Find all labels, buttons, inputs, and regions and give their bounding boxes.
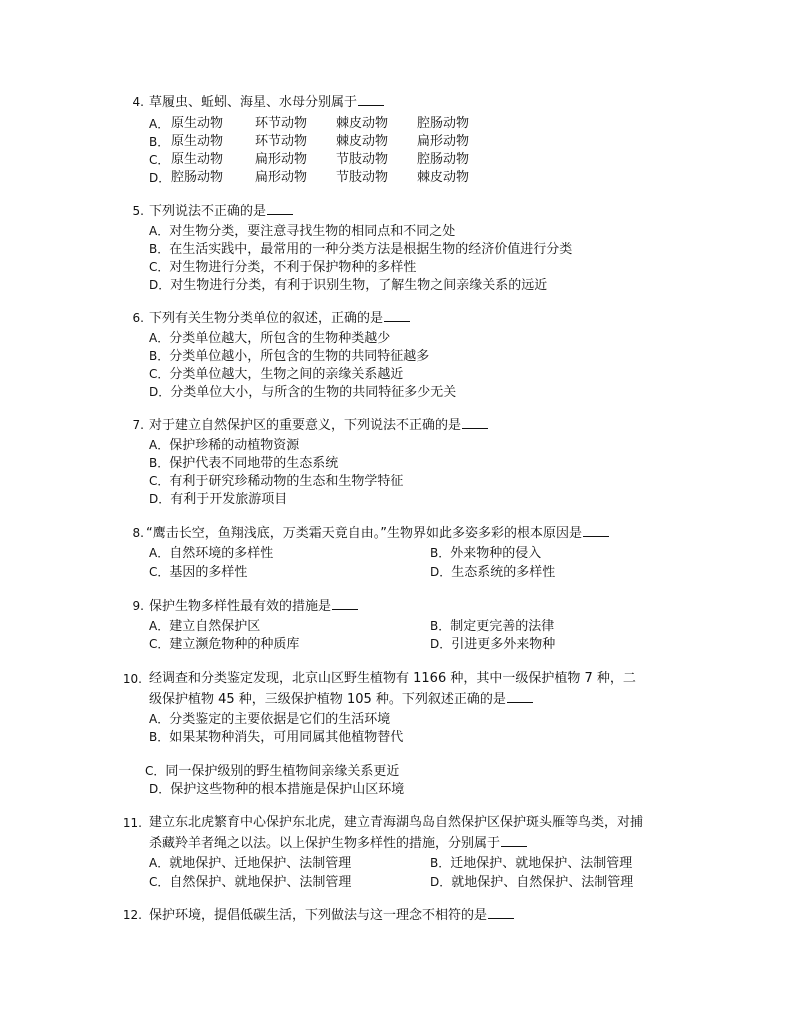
option-label: D． bbox=[149, 171, 171, 185]
answer-blank bbox=[267, 202, 293, 215]
option-label: A． bbox=[149, 117, 170, 131]
option-a: A．建立自然保护区 bbox=[149, 619, 261, 634]
option-c: C．分类单位越大，生物之间的亲缘关系越近 bbox=[149, 367, 404, 382]
answer-blank bbox=[583, 524, 609, 537]
question-number: 9. bbox=[132, 599, 144, 613]
option-a: A．对生物分类，要注意寻找生物的相同点和不同之处 bbox=[149, 224, 456, 239]
question-number: 8. bbox=[132, 526, 144, 540]
option-cell: 扁形动物 bbox=[255, 170, 308, 185]
question-number: 4. bbox=[132, 95, 144, 109]
option-b: B．保护代表不同地带的生态系统 bbox=[149, 456, 339, 471]
option-cell: 棘皮动物 bbox=[336, 134, 389, 149]
answer-blank bbox=[462, 416, 488, 429]
option-b: B．外来物种的侵入 bbox=[430, 546, 542, 561]
option-d: D．对生物进行分类，有利于识别生物，了解生物之间亲缘关系的远近 bbox=[149, 278, 548, 293]
question-stem: 保护环境，提倡低碳生活，下列做法与这一理念不相符的是 bbox=[149, 906, 514, 925]
option-d: D．有利于开发旅游项目 bbox=[149, 492, 288, 507]
option-cell: 环节动物 bbox=[255, 134, 308, 149]
question-number: 6. bbox=[132, 311, 144, 325]
question-stem-line-1: 建立东北虎繁育中心保护东北虎，建立青海湖鸟岛自然保护区保护斑头雁等鸟类，对捕 bbox=[149, 815, 644, 830]
option-cell: 原生动物 bbox=[171, 152, 224, 167]
question-stem-line-2: 杀藏羚羊者绳之以法。以上保护生物多样性的措施，分别属于 bbox=[149, 834, 527, 853]
question-stem-line-2: 级保护植物 45 种，三级保护植物 105 种。下列叙述正确的是 bbox=[149, 690, 533, 709]
option-c: C．建立濒危物种的种质库 bbox=[149, 637, 300, 652]
question-stem: 保护生物多样性最有效的措施是 bbox=[149, 597, 358, 616]
answer-blank bbox=[501, 834, 527, 847]
option-c: C．自然保护、就地保护、法制管理 bbox=[149, 875, 352, 890]
option-cell: 腔肠动物 bbox=[417, 116, 470, 131]
option-b: B．制定更完善的法律 bbox=[430, 619, 555, 634]
option-cell: 原生动物 bbox=[171, 116, 224, 131]
option-cell: 扁形动物 bbox=[417, 134, 470, 149]
question-number: 7. bbox=[132, 418, 144, 432]
question-stem: “鹰击长空，鱼翔浅底，万类霜天竟自由。”生物界如此多姿多彩的根本原因是 bbox=[146, 524, 609, 543]
question-stem: 草履虫、蚯蚓、海星、水母分别属于 bbox=[149, 93, 384, 112]
option-cell: 腔肠动物 bbox=[417, 152, 470, 167]
option-d: D．保护这些物种的根本措施是保护山区环境 bbox=[149, 782, 405, 797]
answer-blank bbox=[488, 906, 514, 919]
answer-blank bbox=[332, 597, 358, 610]
option-label: C． bbox=[149, 153, 170, 167]
option-cell: 扁形动物 bbox=[255, 152, 308, 167]
question-stem: 下列有关生物分类单位的叙述，正确的是 bbox=[149, 309, 410, 328]
option-d: D．引进更多外来物种 bbox=[430, 637, 556, 652]
option-d: D．分类单位大小，与所含的生物的共同特征多少无关 bbox=[149, 385, 457, 400]
option-d: D．就地保护、自然保护、法制管理 bbox=[430, 875, 634, 890]
answer-blank bbox=[358, 93, 384, 106]
option-cell: 节肢动物 bbox=[336, 152, 389, 167]
question-number: 12. bbox=[122, 908, 142, 922]
question-number: 10. bbox=[122, 672, 142, 686]
option-c: C．基因的多样性 bbox=[149, 565, 248, 580]
option-c: C．同一保护级别的野生植物间亲缘关系更近 bbox=[145, 764, 400, 779]
question-number: 11. bbox=[122, 816, 142, 830]
option-cell: 原生动物 bbox=[171, 134, 224, 149]
option-cell: 棘皮动物 bbox=[417, 170, 470, 185]
option-c: C．有利于研究珍稀动物的生态和生物学特征 bbox=[149, 474, 404, 489]
question-stem: 下列说法不正确的是 bbox=[149, 202, 293, 221]
option-a: A．分类鉴定的主要依据是它们的生活环境 bbox=[149, 712, 391, 727]
answer-blank bbox=[507, 690, 533, 703]
option-label: B． bbox=[149, 135, 170, 149]
option-b: B．分类单位越小，所包含的生物的共同特征越多 bbox=[149, 349, 430, 364]
option-cell: 节肢动物 bbox=[336, 170, 389, 185]
option-cell: 棘皮动物 bbox=[336, 116, 389, 131]
option-d: D．生态系统的多样性 bbox=[430, 565, 556, 580]
question-number: 5. bbox=[132, 204, 144, 218]
option-a: A．自然环境的多样性 bbox=[149, 546, 274, 561]
option-b: B．如果某物种消失，可用同属其他植物替代 bbox=[149, 730, 404, 745]
question-stem-line-1: 经调查和分类鉴定发现，北京山区野生植物有 1166 种，其中一级保护植物 7 种，二 bbox=[149, 671, 636, 686]
option-cell: 环节动物 bbox=[255, 116, 308, 131]
question-stem: 对于建立自然保护区的重要意义，下列说法不正确的是 bbox=[149, 416, 488, 435]
option-a: A．分类单位越大，所包含的生物种类越少 bbox=[149, 331, 391, 346]
option-a: A．保护珍稀的动植物资源 bbox=[149, 438, 300, 453]
option-b: B．迁地保护、就地保护、法制管理 bbox=[430, 856, 633, 871]
option-cell: 腔肠动物 bbox=[171, 170, 224, 185]
answer-blank bbox=[384, 309, 410, 322]
option-a: A．就地保护、迁地保护、法制管理 bbox=[149, 856, 352, 871]
option-b: B．在生活实践中，最常用的一种分类方法是根据生物的经济价值进行分类 bbox=[149, 242, 573, 257]
option-c: C．对生物进行分类，不利于保护物种的多样性 bbox=[149, 260, 417, 275]
